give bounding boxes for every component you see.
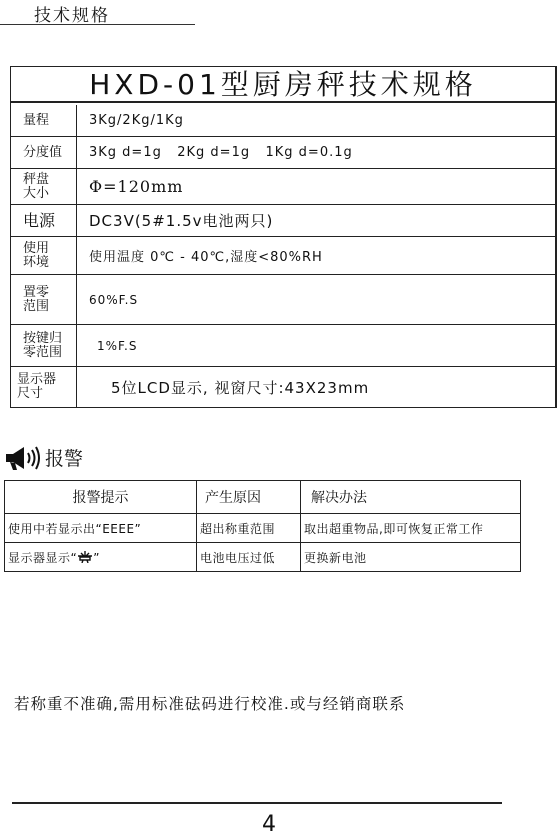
spec-value-environment: 使用温度 0℃ - 40℃,湿度<80%RH <box>89 250 323 265</box>
spec-value-range: 3Kg/2Kg/1Kg <box>89 113 184 128</box>
alarm-cause-cell: 超出称重范围 <box>197 514 301 543</box>
alarm-hint-suffix: ” <box>93 550 100 565</box>
alarm-heading-text: 报警 <box>45 448 84 470</box>
spec-value-division: 3Kg d=1g 2Kg d=1g 1Kg d=0.1g <box>89 145 353 160</box>
low-battery-icon <box>77 551 93 566</box>
spec-label-range: 量程 <box>11 105 77 136</box>
alarm-solution-cell: 更换新电池 <box>301 543 521 572</box>
spec-value-key-zero-range: 1%F.S <box>97 338 138 353</box>
spec-row-tray-size <box>11 169 555 205</box>
spec-label-key-zero-range: 按键归 零范围 <box>11 325 77 366</box>
spec-row-environment <box>11 237 555 275</box>
alarm-header-hint: 报警提示 <box>5 481 197 514</box>
spec-row-key-zero-range <box>11 325 555 367</box>
alarm-hint-cell <box>5 543 197 572</box>
calibration-note: 若称重不准确,需用标准砝码进行校准.或与经销商联系 <box>14 695 406 713</box>
section-title: 技术规格 <box>34 6 110 26</box>
alarm-hint-cell: 使用中若显示出“EEEE” <box>5 514 197 543</box>
section-title-underline <box>0 24 195 25</box>
spec-table <box>10 66 557 408</box>
spec-row-zero-range <box>11 275 555 325</box>
spec-label-tray-size: 秤盘 大小 <box>11 169 77 204</box>
spec-value-power: DC3V(5#1.5v电池两只) <box>89 212 274 230</box>
alarm-table-header-row <box>5 481 521 514</box>
spec-label-division: 分度值 <box>11 137 77 168</box>
spec-table-title: HXD-01型厨房秤技术规格 <box>11 67 555 103</box>
spec-value-zero-range: 60%F.S <box>89 292 139 307</box>
alarm-heading <box>4 444 83 471</box>
alarm-header-cause: 产生原因 <box>197 481 301 514</box>
spec-row-power <box>11 205 555 237</box>
page-number: 4 <box>262 812 276 837</box>
alarm-table <box>4 480 521 572</box>
spec-row-display-size <box>11 367 555 407</box>
alarm-cause-cell: 电池电压过低 <box>197 543 301 572</box>
spec-value-display-size: 5位LCD显示, 视窗尺寸:43X23mm <box>111 378 370 397</box>
spec-label-power: 电源 <box>11 205 77 236</box>
spec-label-zero-range: 置零 范围 <box>11 275 77 324</box>
spec-row-division <box>11 137 555 169</box>
alarm-header-solution: 解决办法 <box>301 481 521 514</box>
alarm-solution-cell: 取出超重物品,即可恢复正常工作 <box>301 514 521 543</box>
alarm-table-row <box>5 514 521 543</box>
footer-divider <box>12 802 502 804</box>
spec-label-display-size: 显示器 尺寸 <box>11 367 77 407</box>
spec-value-tray-size: Φ=120mm <box>89 177 184 196</box>
alarm-hint-prefix: 显示器显示“ <box>8 550 78 565</box>
spec-row-range <box>11 105 555 137</box>
megaphone-icon <box>4 445 42 471</box>
spec-label-environment: 使用 环境 <box>11 237 77 274</box>
alarm-table-row <box>5 543 521 572</box>
